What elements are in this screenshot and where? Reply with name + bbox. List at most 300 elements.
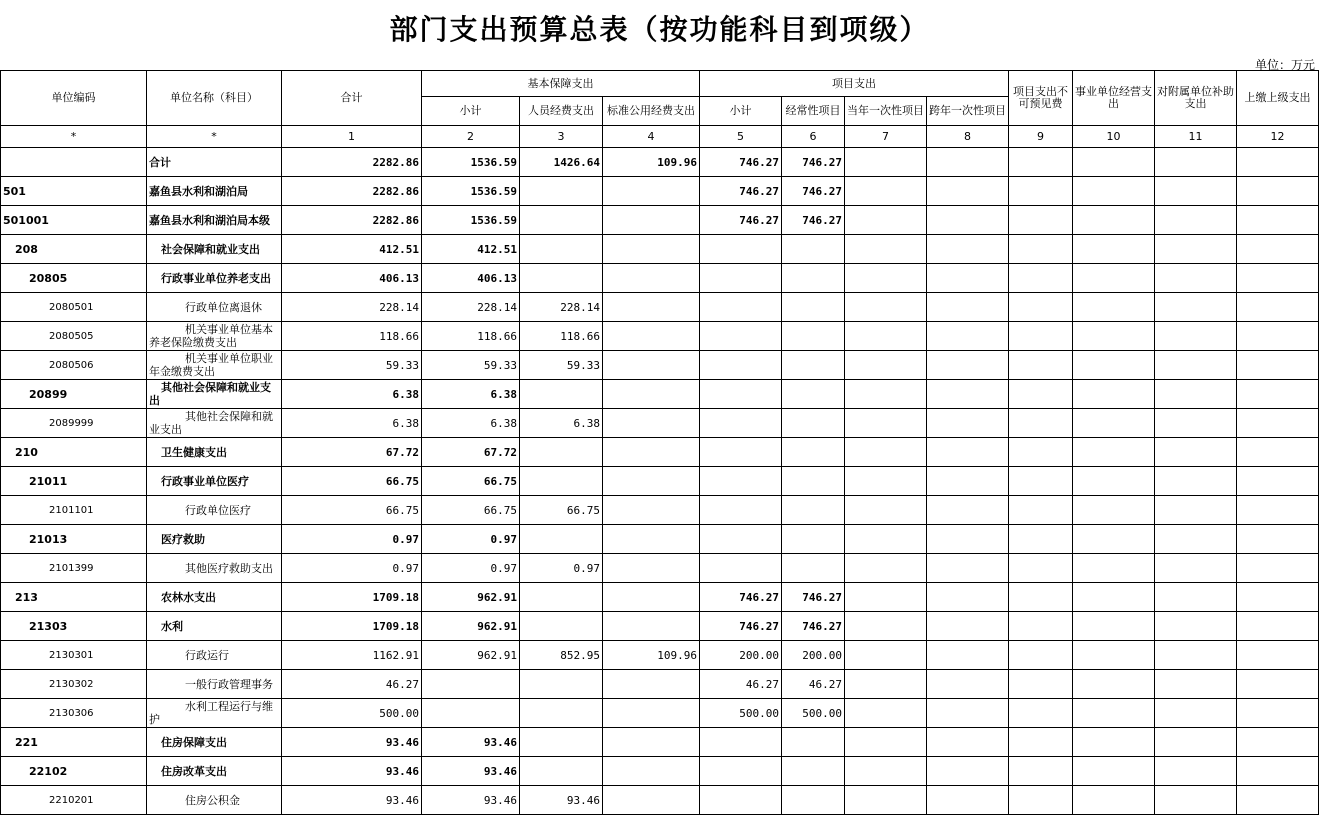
cell-total: 66.75 bbox=[282, 496, 422, 525]
cell-cross-once bbox=[927, 177, 1009, 206]
cell-public bbox=[603, 786, 700, 815]
cell-personnel bbox=[520, 670, 603, 699]
cell-name: 住房保障支出 bbox=[147, 728, 282, 757]
cell-name: 行政单位医疗 bbox=[147, 496, 282, 525]
page-title: 部门支出预算总表（按功能科目到项级） bbox=[389, 13, 930, 46]
cell-unforeseen bbox=[1009, 670, 1073, 699]
cell-upper bbox=[1237, 554, 1319, 583]
cell-cross-once bbox=[927, 554, 1009, 583]
cell-project-subtotal bbox=[700, 496, 782, 525]
cell-unforeseen bbox=[1009, 554, 1073, 583]
cell-upper bbox=[1237, 380, 1319, 409]
cell-code: 2101399 bbox=[1, 554, 147, 583]
table-row bbox=[1, 612, 1319, 641]
table-row bbox=[1, 525, 1319, 554]
cell-current-once bbox=[845, 496, 927, 525]
cell-upper bbox=[1237, 757, 1319, 786]
cell-code: 2130306 bbox=[1, 699, 147, 728]
cell-public: 109.96 bbox=[603, 148, 700, 177]
cell-current-once bbox=[845, 148, 927, 177]
cell-upper bbox=[1237, 206, 1319, 235]
cell-public bbox=[603, 293, 700, 322]
cell-recurring bbox=[782, 757, 845, 786]
cell-unforeseen bbox=[1009, 293, 1073, 322]
cell-project-subtotal bbox=[700, 757, 782, 786]
cell-cross-once bbox=[927, 467, 1009, 496]
cell-subsidy bbox=[1155, 322, 1237, 351]
cell-public bbox=[603, 438, 700, 467]
cell-unforeseen bbox=[1009, 612, 1073, 641]
cell-current-once bbox=[845, 728, 927, 757]
cell-subsidy bbox=[1155, 293, 1237, 322]
cell-unforeseen bbox=[1009, 264, 1073, 293]
cell-recurring bbox=[782, 380, 845, 409]
cell-basic-subtotal: 93.46 bbox=[422, 728, 520, 757]
cell-project-subtotal bbox=[700, 728, 782, 757]
cell-basic-subtotal: 6.38 bbox=[422, 380, 520, 409]
cell-cross-once bbox=[927, 525, 1009, 554]
index-cell: 4 bbox=[603, 126, 700, 148]
cell-personnel: 93.46 bbox=[520, 786, 603, 815]
cell-upper bbox=[1237, 786, 1319, 815]
cell-total: 46.27 bbox=[282, 670, 422, 699]
cell-unforeseen bbox=[1009, 757, 1073, 786]
cell-unforeseen bbox=[1009, 148, 1073, 177]
cell-project-subtotal bbox=[700, 322, 782, 351]
cell-code: 2080505 bbox=[1, 322, 147, 351]
cell-business bbox=[1073, 525, 1155, 554]
cell-public bbox=[603, 177, 700, 206]
cell-upper bbox=[1237, 409, 1319, 438]
cell-business bbox=[1073, 496, 1155, 525]
cell-unforeseen bbox=[1009, 438, 1073, 467]
cell-name: 农林水支出 bbox=[147, 583, 282, 612]
cell-recurring: 746.27 bbox=[782, 177, 845, 206]
header-name: 单位名称（科目） bbox=[147, 71, 282, 126]
cell-subsidy bbox=[1155, 264, 1237, 293]
cell-business bbox=[1073, 641, 1155, 670]
cell-project-subtotal: 46.27 bbox=[700, 670, 782, 699]
table-row bbox=[1, 467, 1319, 496]
cell-upper bbox=[1237, 699, 1319, 728]
cell-project-subtotal bbox=[700, 235, 782, 264]
cell-project-subtotal bbox=[700, 380, 782, 409]
cell-recurring bbox=[782, 438, 845, 467]
cell-cross-once bbox=[927, 409, 1009, 438]
cell-public bbox=[603, 670, 700, 699]
cell-current-once bbox=[845, 554, 927, 583]
index-cell: 7 bbox=[845, 126, 927, 148]
cell-total: 406.13 bbox=[282, 264, 422, 293]
cell-basic-subtotal: 962.91 bbox=[422, 612, 520, 641]
cell-current-once bbox=[845, 177, 927, 206]
cell-public bbox=[603, 525, 700, 554]
cell-recurring: 746.27 bbox=[782, 148, 845, 177]
table-row bbox=[1, 322, 1319, 351]
cell-cross-once bbox=[927, 148, 1009, 177]
cell-code: 22102 bbox=[1, 757, 147, 786]
cell-subsidy bbox=[1155, 438, 1237, 467]
cell-code: 2101101 bbox=[1, 496, 147, 525]
cell-recurring bbox=[782, 351, 845, 380]
header-total: 合计 bbox=[282, 71, 422, 126]
cell-project-subtotal: 746.27 bbox=[700, 583, 782, 612]
cell-name: 水利 bbox=[147, 612, 282, 641]
cell-subsidy bbox=[1155, 148, 1237, 177]
cell-basic-subtotal: 93.46 bbox=[422, 757, 520, 786]
cell-personnel bbox=[520, 438, 603, 467]
cell-current-once bbox=[845, 206, 927, 235]
cell-recurring bbox=[782, 786, 845, 815]
index-cell: 9 bbox=[1009, 126, 1073, 148]
cell-recurring: 200.00 bbox=[782, 641, 845, 670]
header-business: 事业单位经营支出 bbox=[1073, 71, 1155, 126]
cell-upper bbox=[1237, 177, 1319, 206]
cell-public bbox=[603, 351, 700, 380]
cell-project-subtotal bbox=[700, 351, 782, 380]
cell-upper bbox=[1237, 322, 1319, 351]
cell-business bbox=[1073, 177, 1155, 206]
header-recurring: 经常性项目 bbox=[782, 97, 845, 126]
cell-subsidy bbox=[1155, 351, 1237, 380]
cell-business bbox=[1073, 554, 1155, 583]
header-basic: 基本保障支出 bbox=[422, 71, 700, 97]
cell-upper bbox=[1237, 438, 1319, 467]
cell-subsidy bbox=[1155, 670, 1237, 699]
cell-total: 2282.86 bbox=[282, 177, 422, 206]
cell-unforeseen bbox=[1009, 322, 1073, 351]
cell-code: 2130302 bbox=[1, 670, 147, 699]
cell-upper bbox=[1237, 728, 1319, 757]
cell-basic-subtotal: 962.91 bbox=[422, 641, 520, 670]
cell-code: 210 bbox=[1, 438, 147, 467]
cell-business bbox=[1073, 206, 1155, 235]
table-row bbox=[1, 670, 1319, 699]
cell-unforeseen bbox=[1009, 380, 1073, 409]
cell-recurring bbox=[782, 322, 845, 351]
cell-personnel bbox=[520, 699, 603, 728]
cell-basic-subtotal: 962.91 bbox=[422, 583, 520, 612]
cell-personnel: 66.75 bbox=[520, 496, 603, 525]
cell-public bbox=[603, 699, 700, 728]
cell-business bbox=[1073, 293, 1155, 322]
cell-subsidy bbox=[1155, 235, 1237, 264]
cell-public bbox=[603, 496, 700, 525]
cell-basic-subtotal bbox=[422, 670, 520, 699]
cell-basic-subtotal: 66.75 bbox=[422, 467, 520, 496]
cell-business bbox=[1073, 467, 1155, 496]
index-cell: 1 bbox=[282, 126, 422, 148]
cell-public bbox=[603, 583, 700, 612]
table-row bbox=[1, 148, 1319, 177]
cell-cross-once bbox=[927, 612, 1009, 641]
cell-current-once bbox=[845, 670, 927, 699]
header-upper: 上缴上级支出 bbox=[1237, 71, 1319, 126]
cell-code: 501001 bbox=[1, 206, 147, 235]
cell-name: 行政单位离退休 bbox=[147, 293, 282, 322]
cell-name: 其他医疗救助支出 bbox=[147, 554, 282, 583]
cell-total: 6.38 bbox=[282, 409, 422, 438]
cell-current-once bbox=[845, 293, 927, 322]
cell-code: 208 bbox=[1, 235, 147, 264]
cell-public bbox=[603, 380, 700, 409]
cell-business bbox=[1073, 409, 1155, 438]
cell-project-subtotal bbox=[700, 554, 782, 583]
cell-name: 嘉鱼县水利和湖泊局 bbox=[147, 177, 282, 206]
cell-upper bbox=[1237, 641, 1319, 670]
cell-project-subtotal bbox=[700, 467, 782, 496]
cell-name: 其他社会保障和就业支出 bbox=[147, 409, 282, 438]
cell-upper bbox=[1237, 583, 1319, 612]
cell-current-once bbox=[845, 322, 927, 351]
cell-business bbox=[1073, 438, 1155, 467]
cell-total: 1709.18 bbox=[282, 612, 422, 641]
cell-cross-once bbox=[927, 496, 1009, 525]
cell-unforeseen bbox=[1009, 583, 1073, 612]
cell-subsidy bbox=[1155, 496, 1237, 525]
index-cell: * bbox=[1, 126, 147, 148]
table-row bbox=[1, 264, 1319, 293]
cell-total: 1162.91 bbox=[282, 641, 422, 670]
cell-code: 221 bbox=[1, 728, 147, 757]
header-project-subtotal: 小计 bbox=[700, 97, 782, 126]
table-row bbox=[1, 728, 1319, 757]
cell-total: 2282.86 bbox=[282, 206, 422, 235]
cell-name: 合计 bbox=[147, 148, 282, 177]
cell-code: 2080506 bbox=[1, 351, 147, 380]
cell-cross-once bbox=[927, 670, 1009, 699]
cell-basic-subtotal: 93.46 bbox=[422, 786, 520, 815]
header-code: 单位编码 bbox=[1, 71, 147, 126]
cell-current-once bbox=[845, 641, 927, 670]
cell-personnel: 1426.64 bbox=[520, 148, 603, 177]
cell-personnel bbox=[520, 583, 603, 612]
cell-personnel: 59.33 bbox=[520, 351, 603, 380]
table-row bbox=[1, 351, 1319, 380]
cell-subsidy bbox=[1155, 612, 1237, 641]
cell-unforeseen bbox=[1009, 177, 1073, 206]
cell-business bbox=[1073, 380, 1155, 409]
cell-total: 0.97 bbox=[282, 525, 422, 554]
table-row bbox=[1, 757, 1319, 786]
cell-business bbox=[1073, 264, 1155, 293]
cell-business bbox=[1073, 699, 1155, 728]
cell-basic-subtotal: 228.14 bbox=[422, 293, 520, 322]
cell-public bbox=[603, 322, 700, 351]
header-personnel: 人员经费支出 bbox=[520, 97, 603, 126]
cell-code: 2130301 bbox=[1, 641, 147, 670]
cell-project-subtotal bbox=[700, 525, 782, 554]
cell-basic-subtotal: 6.38 bbox=[422, 409, 520, 438]
table-row bbox=[1, 554, 1319, 583]
cell-name: 水利工程运行与维护 bbox=[147, 699, 282, 728]
cell-public bbox=[603, 728, 700, 757]
cell-public bbox=[603, 206, 700, 235]
cell-current-once bbox=[845, 264, 927, 293]
cell-basic-subtotal: 67.72 bbox=[422, 438, 520, 467]
header-subsidy: 对附属单位补助支出 bbox=[1155, 71, 1237, 126]
unit-label: 单位：万元 bbox=[1254, 58, 1315, 72]
cell-current-once bbox=[845, 438, 927, 467]
cell-subsidy bbox=[1155, 786, 1237, 815]
cell-name: 住房公积金 bbox=[147, 786, 282, 815]
cell-personnel: 0.97 bbox=[520, 554, 603, 583]
cell-code: 2080501 bbox=[1, 293, 147, 322]
header-public: 标准公用经费支出 bbox=[603, 97, 700, 126]
cell-upper bbox=[1237, 148, 1319, 177]
cell-code: 2089999 bbox=[1, 409, 147, 438]
cell-code: 20899 bbox=[1, 380, 147, 409]
cell-subsidy bbox=[1155, 380, 1237, 409]
cell-recurring bbox=[782, 728, 845, 757]
cell-public bbox=[603, 757, 700, 786]
cell-unforeseen bbox=[1009, 206, 1073, 235]
cell-business bbox=[1073, 235, 1155, 264]
cell-basic-subtotal bbox=[422, 699, 520, 728]
cell-business bbox=[1073, 670, 1155, 699]
cell-business bbox=[1073, 583, 1155, 612]
cell-upper bbox=[1237, 612, 1319, 641]
header-project: 项目支出 bbox=[700, 71, 1009, 97]
cell-name: 行政事业单位医疗 bbox=[147, 467, 282, 496]
table-row bbox=[1, 235, 1319, 264]
cell-project-subtotal: 746.27 bbox=[700, 148, 782, 177]
cell-recurring bbox=[782, 554, 845, 583]
cell-recurring bbox=[782, 525, 845, 554]
cell-personnel: 6.38 bbox=[520, 409, 603, 438]
cell-recurring bbox=[782, 293, 845, 322]
cell-public bbox=[603, 554, 700, 583]
cell-name: 住房改革支出 bbox=[147, 757, 282, 786]
cell-upper bbox=[1237, 525, 1319, 554]
cell-recurring bbox=[782, 467, 845, 496]
cell-cross-once bbox=[927, 641, 1009, 670]
cell-cross-once bbox=[927, 728, 1009, 757]
cell-project-subtotal bbox=[700, 438, 782, 467]
cell-total: 93.46 bbox=[282, 786, 422, 815]
cell-current-once bbox=[845, 612, 927, 641]
cell-upper bbox=[1237, 264, 1319, 293]
cell-business bbox=[1073, 757, 1155, 786]
cell-cross-once bbox=[927, 293, 1009, 322]
cell-code: 2210201 bbox=[1, 786, 147, 815]
cell-business bbox=[1073, 612, 1155, 641]
cell-cross-once bbox=[927, 699, 1009, 728]
cell-personnel: 228.14 bbox=[520, 293, 603, 322]
cell-personnel bbox=[520, 264, 603, 293]
cell-personnel bbox=[520, 728, 603, 757]
cell-personnel bbox=[520, 757, 603, 786]
cell-total: 2282.86 bbox=[282, 148, 422, 177]
cell-business bbox=[1073, 786, 1155, 815]
cell-unforeseen bbox=[1009, 467, 1073, 496]
cell-total: 0.97 bbox=[282, 554, 422, 583]
cell-unforeseen bbox=[1009, 786, 1073, 815]
cell-subsidy bbox=[1155, 525, 1237, 554]
cell-subsidy bbox=[1155, 409, 1237, 438]
header-basic-subtotal: 小计 bbox=[422, 97, 520, 126]
cell-subsidy bbox=[1155, 177, 1237, 206]
table-row bbox=[1, 583, 1319, 612]
cell-code: 213 bbox=[1, 583, 147, 612]
cell-project-subtotal bbox=[700, 786, 782, 815]
cell-personnel bbox=[520, 206, 603, 235]
cell-subsidy bbox=[1155, 757, 1237, 786]
cell-public bbox=[603, 467, 700, 496]
cell-project-subtotal: 200.00 bbox=[700, 641, 782, 670]
cell-recurring: 46.27 bbox=[782, 670, 845, 699]
cell-current-once bbox=[845, 786, 927, 815]
cell-public bbox=[603, 612, 700, 641]
cell-name: 社会保障和就业支出 bbox=[147, 235, 282, 264]
table-row bbox=[1, 409, 1319, 438]
index-cell: 3 bbox=[520, 126, 603, 148]
cell-cross-once bbox=[927, 583, 1009, 612]
cell-code: 21303 bbox=[1, 612, 147, 641]
cell-unforeseen bbox=[1009, 699, 1073, 728]
index-cell: 12 bbox=[1237, 126, 1319, 148]
cell-code: 21011 bbox=[1, 467, 147, 496]
table-row bbox=[1, 438, 1319, 467]
cell-cross-once bbox=[927, 235, 1009, 264]
index-row bbox=[1, 126, 1319, 148]
index-cell: 6 bbox=[782, 126, 845, 148]
cell-total: 500.00 bbox=[282, 699, 422, 728]
header-current-once: 当年一次性项目 bbox=[845, 97, 927, 126]
cell-current-once bbox=[845, 699, 927, 728]
cell-upper bbox=[1237, 235, 1319, 264]
cell-cross-once bbox=[927, 351, 1009, 380]
cell-personnel bbox=[520, 467, 603, 496]
cell-total: 228.14 bbox=[282, 293, 422, 322]
cell-total: 93.46 bbox=[282, 757, 422, 786]
cell-total: 66.75 bbox=[282, 467, 422, 496]
cell-cross-once bbox=[927, 206, 1009, 235]
cell-current-once bbox=[845, 409, 927, 438]
cell-cross-once bbox=[927, 786, 1009, 815]
cell-subsidy bbox=[1155, 583, 1237, 612]
table-row bbox=[1, 786, 1319, 815]
cell-total: 59.33 bbox=[282, 351, 422, 380]
budget-table bbox=[0, 70, 1319, 815]
cell-recurring: 500.00 bbox=[782, 699, 845, 728]
cell-upper bbox=[1237, 496, 1319, 525]
header-unforeseen: 项目支出不可预见费 bbox=[1009, 71, 1073, 126]
cell-basic-subtotal: 59.33 bbox=[422, 351, 520, 380]
cell-recurring bbox=[782, 409, 845, 438]
cell-code: 501 bbox=[1, 177, 147, 206]
cell-subsidy bbox=[1155, 554, 1237, 583]
cell-current-once bbox=[845, 525, 927, 554]
cell-name: 一般行政管理事务 bbox=[147, 670, 282, 699]
cell-current-once bbox=[845, 235, 927, 264]
cell-unforeseen bbox=[1009, 351, 1073, 380]
cell-total: 6.38 bbox=[282, 380, 422, 409]
cell-project-subtotal bbox=[700, 409, 782, 438]
cell-basic-subtotal: 1536.59 bbox=[422, 148, 520, 177]
cell-project-subtotal: 746.27 bbox=[700, 177, 782, 206]
cell-subsidy bbox=[1155, 641, 1237, 670]
index-cell: * bbox=[147, 126, 282, 148]
table-row bbox=[1, 380, 1319, 409]
cell-public: 109.96 bbox=[603, 641, 700, 670]
cell-recurring: 746.27 bbox=[782, 583, 845, 612]
index-cell: 5 bbox=[700, 126, 782, 148]
cell-current-once bbox=[845, 583, 927, 612]
header-cross-once: 跨年一次性项目 bbox=[927, 97, 1009, 126]
cell-total: 118.66 bbox=[282, 322, 422, 351]
cell-cross-once bbox=[927, 438, 1009, 467]
